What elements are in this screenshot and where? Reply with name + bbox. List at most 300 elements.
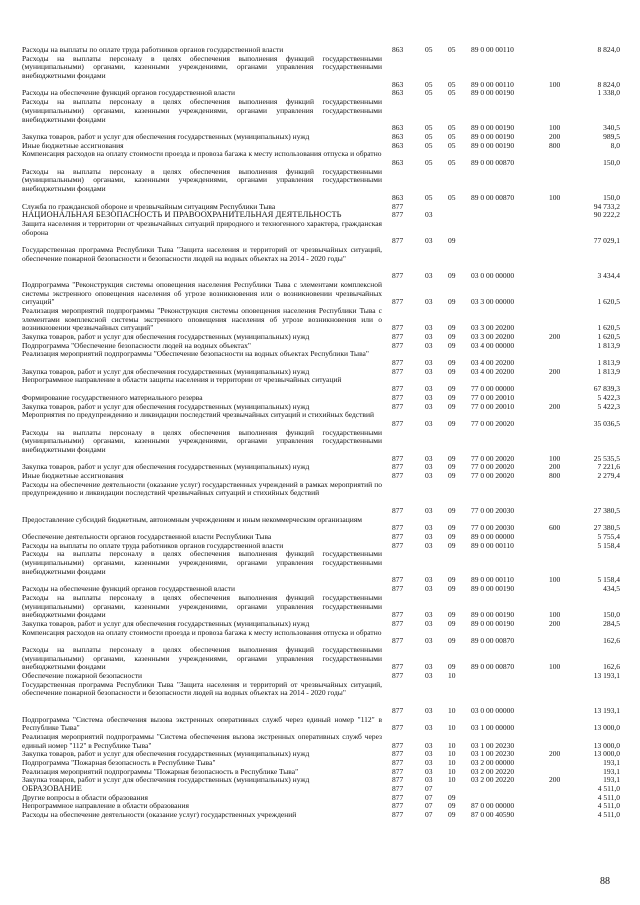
amount: 150,0 — [603, 158, 620, 168]
amount: 1 620,5 — [597, 297, 620, 307]
amount: 4 511,0 — [597, 784, 620, 794]
section-code: 03 — [425, 331, 433, 341]
grbs-code: 877 — [392, 636, 404, 646]
row-name: Закупка товаров, работ и услуг для обеспечения государственных (муниципальных) нужд — [22, 775, 310, 785]
table-row — [22, 168, 622, 203]
grbs-code: 877 — [392, 384, 404, 394]
grbs-code: 877 — [392, 705, 404, 715]
expense-type-code: 100 — [549, 453, 561, 463]
amount: 8 824,0 — [597, 44, 620, 54]
target-article-code: 87 0 00 40590 — [471, 810, 515, 820]
amount: 193,1 — [603, 775, 620, 785]
amount: 150,0 — [603, 192, 620, 202]
subsection-code: 05 — [448, 44, 456, 54]
row-name: Защита населения и территории от чрезвычайных ситуаций природного и техногенного характера, гражданская оборона — [22, 218, 382, 237]
target-article-code: 89 0 00 00870 — [471, 662, 515, 672]
subsection-code: 09 — [448, 418, 456, 428]
target-article-code: 89 0 00 00110 — [471, 79, 514, 89]
table-row — [22, 307, 622, 333]
grbs-code: 877 — [392, 297, 404, 307]
grbs-code: 863 — [392, 88, 404, 98]
grbs-code: 877 — [392, 418, 404, 428]
subsection-code: 09 — [448, 392, 456, 402]
row-name: Закупка товаров, работ и услуг для обеспечения государственных (муниципальных) нужд — [22, 749, 310, 759]
section-code: 03 — [425, 775, 433, 785]
target-article-code: 89 0 00 00190 — [471, 140, 515, 150]
section-code: 03 — [425, 401, 433, 411]
expense-type-code: 800 — [549, 140, 561, 150]
subsection-code: 05 — [448, 123, 456, 133]
target-article-code: 77 0 00 20010 — [471, 392, 515, 402]
grbs-code: 877 — [392, 610, 404, 620]
table-row — [22, 281, 622, 307]
section-code: 03 — [425, 462, 433, 472]
subsection-code: 09 — [448, 505, 456, 515]
grbs-code: 877 — [392, 575, 404, 585]
subsection-code: 09 — [448, 340, 456, 350]
subsection-code: 09 — [448, 575, 456, 585]
table-row — [22, 220, 622, 246]
row-name: Непрограммное направление в области образования — [22, 801, 189, 811]
section-code: 05 — [425, 44, 433, 54]
table-row — [22, 550, 622, 585]
target-article-code: 89 0 00 00110 — [471, 575, 514, 585]
section-code: 05 — [425, 192, 433, 202]
expense-type-code: 200 — [549, 775, 561, 785]
target-article-code: 03 1 00 20230 — [471, 740, 515, 750]
grbs-code: 877 — [392, 671, 404, 681]
row-name: Государственная программа Республики Тыва "Защита населения и территорий от чрезвычайных ситуаций, обеспечение пожарной безопасности и безопасности людей на водных объектах на 2014 - 2020 годы" — [22, 245, 382, 263]
target-article-code: 89 0 00 00190 — [471, 123, 515, 133]
section-code: 03 — [425, 705, 433, 715]
section-code: 03 — [425, 392, 433, 402]
expense-type-code: 100 — [549, 575, 561, 585]
amount: 193,1 — [603, 766, 620, 776]
target-article-code: 77 0 00 20020 — [471, 453, 515, 463]
target-article-code: 89 0 00 00000 — [471, 531, 515, 541]
amount: 77 029,1 — [593, 236, 620, 246]
section-code: 03 — [425, 766, 433, 776]
table-row — [22, 98, 622, 133]
amount: 4 511,0 — [597, 810, 620, 820]
target-article-code: 89 0 00 00190 — [471, 618, 515, 628]
expense-type-code: 100 — [549, 123, 561, 133]
target-article-code: 77 0 00 20030 — [471, 505, 515, 515]
target-article-code: 77 0 00 20020 — [471, 471, 515, 481]
row-name: Расходы на обеспечение функций органов государственной власти — [22, 584, 236, 594]
expense-type-code: 200 — [549, 462, 561, 472]
grbs-code: 877 — [392, 523, 404, 533]
row-name: Закупка товаров, работ и услуг для обеспечения государственных (муниципальных) нужд — [22, 366, 310, 376]
section-code: 07 — [425, 784, 433, 794]
grbs-code: 877 — [392, 723, 404, 733]
table-row — [22, 246, 622, 281]
section-code: 03 — [425, 540, 433, 550]
section-code: 03 — [425, 723, 433, 733]
row-name: ОБРАЗОВАНИЕ — [22, 784, 82, 794]
grbs-code: 863 — [392, 123, 404, 133]
target-article-code: 03 1 00 20230 — [471, 749, 515, 759]
row-name: Расходы на выплаты персоналу в целях обеспечения выполнения функций государственными (муниципальными) органами, казенными учреждениями, органами управления государственными внебюджетными фондами — [22, 166, 382, 194]
target-article-code: 87 0 00 00000 — [471, 801, 515, 811]
section-code: 05 — [425, 79, 433, 89]
target-article-code: 89 0 00 00870 — [471, 158, 515, 168]
expense-type-code: 200 — [549, 366, 561, 376]
subsection-code: 09 — [448, 401, 456, 411]
grbs-code: 877 — [392, 792, 404, 802]
row-name: Расходы на выплаты персоналу в целях обеспечения выполнения функций государственными (муниципальными) органами, казенными учреждениями, органами управления государственными внебюджетными фондами — [22, 53, 382, 81]
amount: 13 000,0 — [593, 749, 620, 759]
subsection-code: 10 — [448, 775, 456, 785]
table-row — [22, 681, 622, 716]
target-article-code: 03 2 00 20220 — [471, 775, 515, 785]
target-article-code: 77 0 00 20020 — [471, 418, 515, 428]
target-article-code: 89 0 00 00190 — [471, 131, 515, 141]
subsection-code: 09 — [448, 531, 456, 541]
grbs-code: 863 — [392, 140, 404, 150]
subsection-code: 09 — [448, 271, 456, 281]
table-row — [22, 350, 622, 367]
row-name: Непрограммное направление в области защиты населения и территории от чрезвычайных ситуаций — [22, 375, 342, 385]
grbs-code: 877 — [392, 210, 404, 220]
section-code: 05 — [425, 158, 433, 168]
row-name: Другие вопросы в области образования — [22, 792, 148, 802]
table-row — [22, 429, 622, 464]
grbs-code: 877 — [392, 392, 404, 402]
table-row — [22, 776, 622, 785]
grbs-code: 877 — [392, 401, 404, 411]
amount: 27 380,5 — [593, 505, 620, 515]
amount: 162,6 — [603, 662, 620, 672]
subsection-code: 09 — [448, 462, 456, 472]
section-code: 03 — [425, 618, 433, 628]
budget-table — [22, 46, 622, 820]
subsection-code: 05 — [448, 140, 456, 150]
amount: 284,5 — [603, 618, 620, 628]
subsection-code: 05 — [448, 79, 456, 89]
subsection-code: 10 — [448, 758, 456, 768]
amount: 5 158,4 — [597, 540, 620, 550]
subsection-code: 05 — [448, 88, 456, 98]
subsection-code: 09 — [448, 331, 456, 341]
expense-type-code: 100 — [549, 192, 561, 202]
section-code: 03 — [425, 366, 433, 376]
table-row — [22, 811, 622, 820]
amount: 27 380,5 — [593, 523, 620, 533]
section-code: 03 — [425, 297, 433, 307]
row-name: Закупка товаров, работ и услуг для обеспечения государственных (муниципальных) нужд — [22, 331, 310, 341]
grbs-code: 877 — [392, 749, 404, 759]
section-code: 03 — [425, 758, 433, 768]
row-name: Предоставление субсидий бюджетным, автономным учреждениям и иным некоммерческим организациям — [22, 514, 362, 524]
subsection-code: 05 — [448, 158, 456, 168]
grbs-code: 863 — [392, 131, 404, 141]
subsection-code: 10 — [448, 671, 456, 681]
grbs-code: 877 — [392, 471, 404, 481]
row-name: Обеспечение пожарной безопасности — [22, 671, 143, 681]
subsection-code: 10 — [448, 705, 456, 715]
section-code: 07 — [425, 801, 433, 811]
row-name: Компенсация расходов на оплату стоимости проезда и провоза багажа к месту использования отпуска и обратно — [22, 149, 382, 159]
grbs-code: 877 — [392, 358, 404, 368]
grbs-code: 863 — [392, 79, 404, 89]
row-name: Расходы на выплаты персоналу в целях обеспечения выполнения функций государственными (муниципальными) органами, казенными учреждениями, органами управления государственными внебюджетными фондами — [22, 97, 382, 124]
subsection-code: 10 — [448, 749, 456, 759]
table-row — [22, 733, 622, 750]
expense-type-code: 200 — [549, 401, 561, 411]
expense-type-code: 200 — [549, 331, 561, 341]
row-name: Расходы на выплаты персоналу в целях обеспечения выполнения функций государственными (муниципальными) органами, казенными учреждениями, органами управления государственными внебюджетными фондами — [22, 644, 382, 672]
section-code: 03 — [425, 505, 433, 515]
subsection-code: 09 — [448, 523, 456, 533]
amount: 94 733,2 — [593, 201, 620, 211]
amount: 25 535,5 — [593, 453, 620, 463]
expense-type-code: 100 — [549, 662, 561, 672]
subsection-code: 09 — [448, 358, 456, 368]
section-code: 03 — [425, 584, 433, 594]
grbs-code: 877 — [392, 758, 404, 768]
amount: 13 193,1 — [593, 671, 620, 681]
grbs-code: 877 — [392, 462, 404, 472]
grbs-code: 877 — [392, 236, 404, 246]
subsection-code: 10 — [448, 723, 456, 733]
section-code: 03 — [425, 749, 433, 759]
expense-type-code: 800 — [549, 471, 561, 481]
section-code: 03 — [425, 740, 433, 750]
expense-type-code: 600 — [549, 523, 561, 533]
grbs-code: 877 — [392, 540, 404, 550]
row-name: Подпрограмма "Реконструкция системы оповещения населения Республики Тыва с элементами комплексной системы экстренного оповещения населения об угрозе возникновения или о возникновении чрезвычайных ситуаций" — [22, 279, 382, 307]
table-row — [22, 376, 622, 393]
subsection-code: 09 — [448, 618, 456, 628]
subsection-code: 09 — [448, 636, 456, 646]
amount: 1 338,0 — [597, 88, 620, 98]
grbs-code: 877 — [392, 801, 404, 811]
target-article-code: 77 0 00 20030 — [471, 523, 515, 533]
table-row — [22, 594, 622, 620]
amount: 340,5 — [603, 123, 620, 133]
subsection-code: 05 — [448, 192, 456, 202]
target-article-code: 03 3 00 20200 — [471, 323, 515, 333]
grbs-code: 863 — [392, 192, 404, 202]
table-row — [22, 481, 622, 516]
subsection-code: 09 — [448, 236, 456, 246]
section-code: 03 — [425, 662, 433, 672]
grbs-code: 877 — [392, 584, 404, 594]
amount: 434,5 — [603, 584, 620, 594]
amount: 13 193,1 — [593, 705, 620, 715]
section-code: 03 — [425, 384, 433, 394]
section-code: 03 — [425, 323, 433, 333]
expense-type-code: 100 — [549, 79, 561, 89]
target-article-code: 89 0 00 00110 — [471, 540, 514, 550]
row-name: Формирование государственного материального резерва — [22, 392, 203, 402]
grbs-code: 863 — [392, 44, 404, 54]
section-code: 03 — [425, 453, 433, 463]
target-article-code: 89 0 00 00190 — [471, 584, 515, 594]
section-code: 03 — [425, 575, 433, 585]
amount: 7 221,6 — [597, 462, 620, 472]
amount: 8,0 — [610, 140, 620, 150]
section-code: 05 — [425, 140, 433, 150]
row-name: Обеспечение деятельности органов государственной власти Республики Тыва — [22, 531, 272, 541]
subsection-code: 09 — [448, 323, 456, 333]
grbs-code: 877 — [392, 323, 404, 333]
section-code: 03 — [425, 418, 433, 428]
grbs-code: 877 — [392, 453, 404, 463]
grbs-code: 877 — [392, 331, 404, 341]
grbs-code: 877 — [392, 740, 404, 750]
subsection-code: 09 — [448, 610, 456, 620]
subsection-code: 10 — [448, 740, 456, 750]
amount: 3 434,4 — [597, 271, 620, 281]
expense-type-code: 200 — [549, 131, 561, 141]
row-name: НАЦИОНАЛЬНАЯ БЕЗОПАСНОСТЬ И ПРАВООХРАНИТЕЛЬНАЯ ДЕЯТЕЛЬНОСТЬ — [22, 210, 342, 220]
amount: 5 422,3 — [597, 392, 620, 402]
section-code: 03 — [425, 236, 433, 246]
target-article-code: 89 0 00 00110 — [471, 44, 514, 54]
row-name: Реализация мероприятий подпрограммы "Пожарная безопасность в Республике Тыва" — [22, 766, 299, 776]
expense-type-code: 100 — [549, 610, 561, 620]
row-name: Расходы на выплаты персоналу в целях обеспечения выполнения функций государственными (муниципальными) органами, казенными учреждениями, органами управления государственными внебюджетными фондами — [22, 592, 382, 620]
subsection-code: 09 — [448, 297, 456, 307]
amount: 13 000,0 — [593, 740, 620, 750]
target-article-code: 03 2 00 20220 — [471, 766, 515, 776]
amount: 5 755,4 — [597, 531, 620, 541]
amount: 1 813,9 — [597, 358, 620, 368]
grbs-code: 877 — [392, 784, 404, 794]
row-name: Реализация мероприятий подпрограммы "Обеспечение безопасности на водных объектах Республики Тыва" — [22, 349, 369, 359]
amount: 2 279,4 — [597, 471, 620, 481]
section-code: 07 — [425, 810, 433, 820]
target-article-code: 89 0 00 00190 — [471, 88, 515, 98]
grbs-code: 877 — [392, 201, 404, 211]
grbs-code: 877 — [392, 766, 404, 776]
row-name: Мероприятия по предупреждению и ликвидации последствий чрезвычайных ситуаций и стихийных бедствий — [22, 410, 374, 420]
subsection-code: 09 — [448, 801, 456, 811]
section-code: 03 — [425, 471, 433, 481]
table-row — [22, 716, 622, 733]
section-code: 03 — [425, 523, 433, 533]
amount: 5 158,4 — [597, 575, 620, 585]
expense-type-code: 200 — [549, 749, 561, 759]
row-name: Закупка товаров, работ и услуг для обеспечения государственных (муниципальных) нужд — [22, 462, 310, 472]
target-article-code: 89 0 00 00870 — [471, 192, 515, 202]
subsection-code: 09 — [448, 584, 456, 594]
target-article-code: 03 0 00 00000 — [471, 705, 515, 715]
target-article-code: 03 4 00 00000 — [471, 340, 515, 350]
amount: 989,5 — [603, 131, 620, 141]
table-row — [22, 629, 622, 646]
target-article-code: 77 0 00 00000 — [471, 384, 515, 394]
grbs-code: 877 — [392, 775, 404, 785]
section-code: 03 — [425, 340, 433, 350]
target-article-code: 77 0 00 20010 — [471, 401, 515, 411]
amount: 150,0 — [603, 610, 620, 620]
target-article-code: 03 3 00 20200 — [471, 331, 515, 341]
subsection-code: 09 — [448, 540, 456, 550]
target-article-code: 03 0 00 00000 — [471, 271, 515, 281]
row-name: Расходы на выплаты по оплате труда работников органов государственной власти — [22, 45, 284, 54]
grbs-code: 877 — [392, 271, 404, 281]
grbs-code: 877 — [392, 810, 404, 820]
amount: 1 620,5 — [597, 323, 620, 333]
section-code: 03 — [425, 210, 433, 220]
table-row — [22, 411, 622, 428]
grbs-code: 877 — [392, 531, 404, 541]
section-code: 05 — [425, 88, 433, 98]
row-name: Иные бюджетные ассигнования — [22, 471, 124, 481]
section-code: 05 — [425, 123, 433, 133]
expense-type-code: 200 — [549, 618, 561, 628]
row-name: Подпрограмма "Система обеспечения вызова экстренных оперативных служб через единый номер "112" в Республике Тыва" — [22, 714, 382, 733]
subsection-code: 09 — [448, 662, 456, 672]
target-article-code: 89 0 00 00870 — [471, 636, 515, 646]
row-name: Реализация мероприятий подпрограммы "Реконструкция системы оповещения населения Республики Тыва с элементами комплексной системы экстренного оповещения населения об угрозе возникновения или о возникновении чрезвычайных ситуаций" — [22, 305, 382, 333]
row-name: Подпрограмма "Обеспечение безопасности людей на водных объектах" — [22, 340, 251, 350]
subsection-code: 09 — [448, 810, 456, 820]
amount: 4 511,0 — [597, 801, 620, 811]
table-row — [22, 646, 622, 672]
amount: 1 813,9 — [597, 340, 620, 350]
section-code: 03 — [425, 671, 433, 681]
target-article-code: 03 1 00 00000 — [471, 723, 515, 733]
grbs-code: 863 — [392, 158, 404, 168]
row-name: Расходы на выплаты по оплате труда работников органов государственной власти — [22, 540, 284, 550]
subsection-code: 10 — [448, 766, 456, 776]
table-row — [22, 150, 622, 167]
row-name: Государственная программа Республики Тыва "Защита населения и территорий от чрезвычайных ситуаций, обеспечение пожарной безопасности и безопасности людей на водных объектах на 2014 - 2020 годы" — [22, 679, 382, 698]
amount: 67 839,3 — [593, 384, 620, 394]
amount: 5 422,3 — [597, 401, 620, 411]
subsection-code: 09 — [448, 384, 456, 394]
row-name: Расходы на обеспечение функций органов государственной власти — [22, 88, 236, 98]
section-code: 03 — [425, 358, 433, 368]
row-name: Служба по гражданской обороне и чрезвычайным ситуациям Республики Тыва — [22, 201, 276, 211]
amount: 162,6 — [603, 636, 620, 646]
amount: 90 222,2 — [593, 210, 620, 220]
target-article-code: 03 4 00 20200 — [471, 366, 515, 376]
grbs-code: 877 — [392, 505, 404, 515]
subsection-code: 09 — [448, 792, 456, 802]
grbs-code: 877 — [392, 340, 404, 350]
row-name: Иные бюджетные ассигнования — [22, 140, 124, 150]
row-name: Реализация мероприятий подпрограммы "Система обеспечения вызова экстренных оперативных служб через единый номер "112" в Республике Тыва" — [22, 731, 382, 750]
section-code: 03 — [425, 531, 433, 541]
row-name: Закупка товаров, работ и услуг для обеспечения государственных (муниципальных) нужд — [22, 131, 310, 141]
page-number: 88 — [600, 876, 610, 887]
subsection-code: 05 — [448, 131, 456, 141]
target-article-code: 03 2 00 00000 — [471, 758, 515, 768]
table-row — [22, 55, 622, 90]
amount: 35 036,5 — [593, 418, 620, 428]
subsection-code: 09 — [448, 453, 456, 463]
amount: 1 813,9 — [597, 366, 620, 376]
grbs-code: 877 — [392, 618, 404, 628]
section-code: 05 — [425, 131, 433, 141]
row-name: Расходы на выплаты персоналу в целях обеспечения выполнения функций государственными (муниципальными) органами, казенными учреждениями, органами управления государственными внебюджетными фондами — [22, 549, 382, 576]
section-code: 07 — [425, 792, 433, 802]
subsection-code: 09 — [448, 366, 456, 376]
grbs-code: 877 — [392, 662, 404, 672]
grbs-code: 877 — [392, 366, 404, 376]
target-article-code: 77 0 00 20020 — [471, 462, 515, 472]
row-name: Расходы на выплаты персоналу в целях обеспечения выполнения функций государственными (муниципальными) органами, казенными учреждениями, органами управления государственными внебюджетными фондами — [22, 427, 382, 454]
amount: 193,1 — [603, 758, 620, 768]
row-name: Закупка товаров, работ и услуг для обеспечения государственных (муниципальных) нужд — [22, 401, 310, 411]
subsection-code: 09 — [448, 471, 456, 481]
table-row — [22, 516, 622, 533]
